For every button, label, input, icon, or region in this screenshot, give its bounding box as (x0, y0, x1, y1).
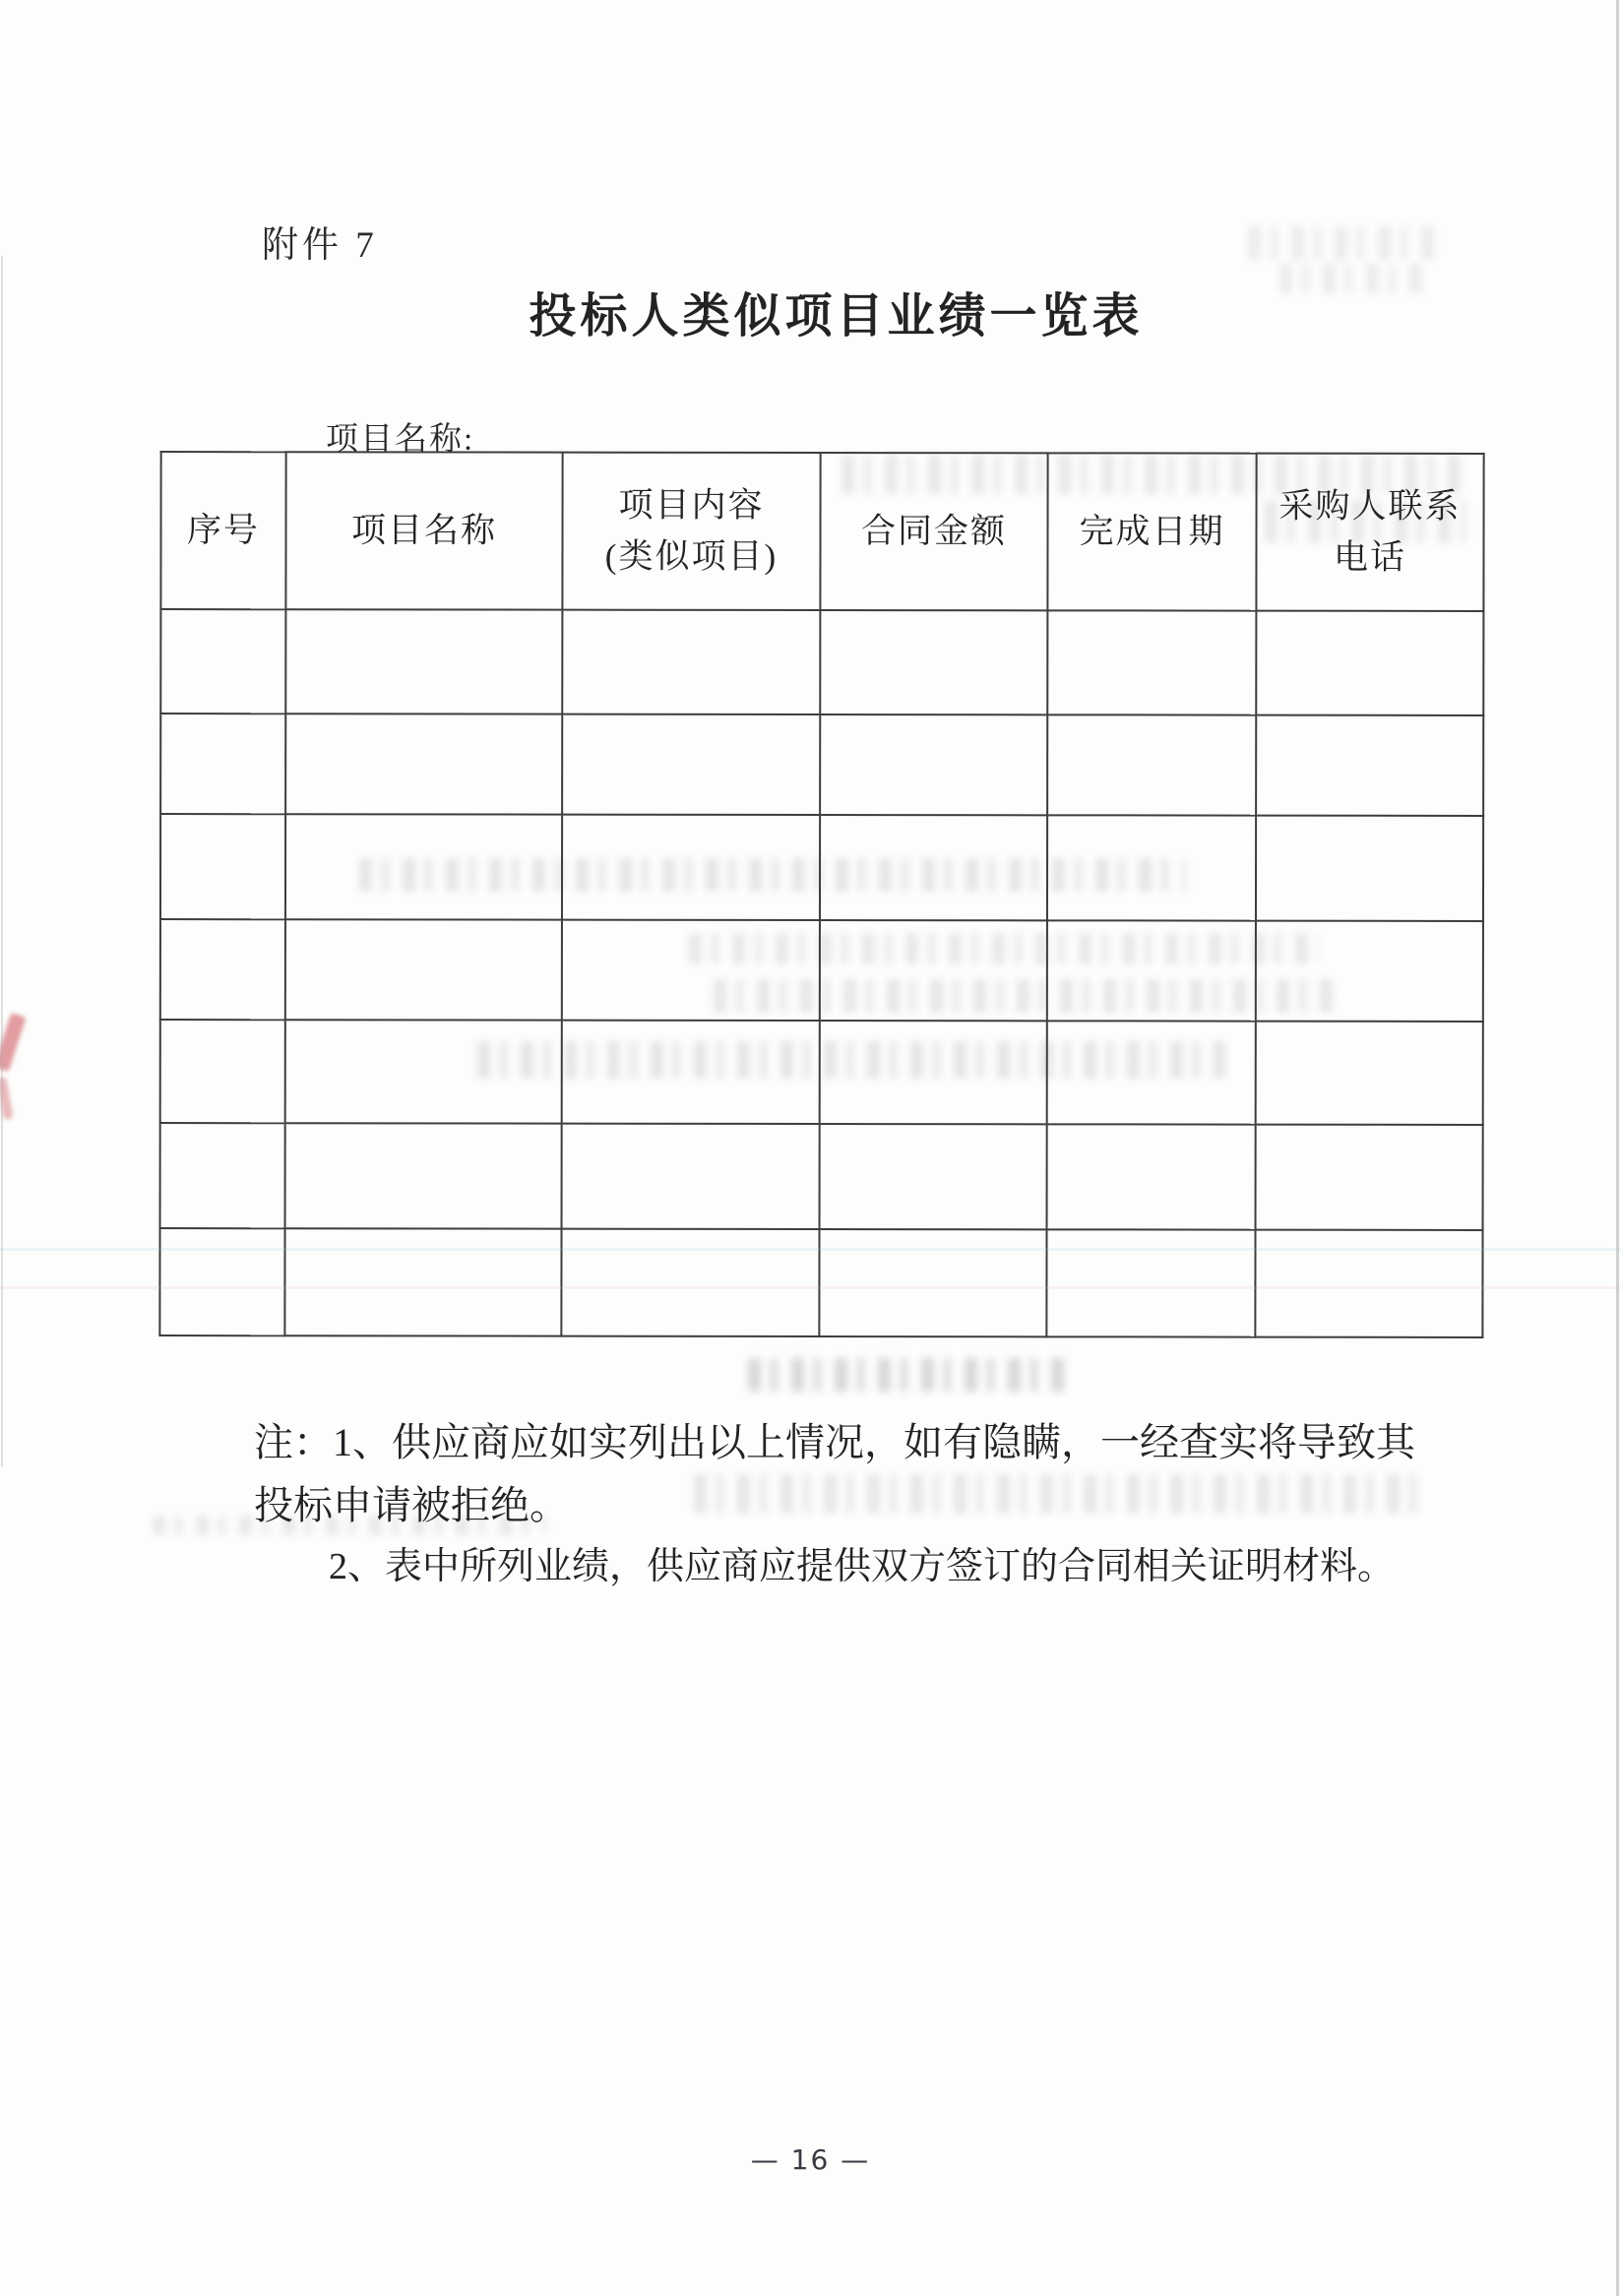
table-cell (1256, 715, 1483, 816)
table-cell (1047, 1124, 1256, 1229)
table-cell (1256, 1022, 1483, 1125)
table-cell (1256, 816, 1483, 921)
table-cell (160, 1020, 285, 1123)
table-cell (562, 714, 820, 815)
project-name-label: 项目名称: (326, 422, 475, 458)
page-number: — 16 — (750, 2143, 871, 2176)
table-row (160, 714, 1483, 816)
scan-artifact-bleed (694, 1474, 1427, 1514)
header-label: 采购人联系 (1278, 486, 1462, 526)
table-cell (820, 1124, 1047, 1229)
table-cell (285, 714, 562, 814)
scan-edge-line-right (1616, 0, 1619, 2296)
scanner-line (0, 1286, 1621, 1289)
table-cell (820, 610, 1047, 714)
scan-artifact-bleed (153, 1516, 546, 1535)
scanner-line (0, 1248, 1621, 1251)
table-cell (1047, 610, 1256, 714)
table-cell (285, 1123, 562, 1228)
table-cell (561, 1229, 819, 1336)
scan-artifact-bleed (1265, 500, 1466, 543)
table-cell (1047, 714, 1256, 815)
scan-artifact-bleed (359, 858, 1186, 892)
header-label: 电话 (1333, 537, 1407, 577)
note-line-2: 投标申请被拒绝。 (254, 1483, 569, 1527)
scan-artifact-bleed (477, 1041, 1225, 1079)
table-cell (284, 1228, 561, 1335)
table-row (160, 1123, 1483, 1230)
note-line-3: 2、表中所列业绩，供应商应提供双方签订的合同相关证明材料。 (329, 1546, 1396, 1587)
table-cell (562, 610, 820, 714)
table-row (160, 609, 1483, 715)
scan-artifact-bleed (1248, 226, 1435, 260)
table-cell (1046, 1229, 1255, 1336)
scan-artifact-bleed (1279, 264, 1427, 293)
attachment-label: 附件 7 (262, 225, 378, 266)
header-label: (类似项目) (604, 536, 779, 576)
table-cell (562, 1124, 820, 1229)
header-label: 序号 (186, 510, 261, 549)
scan-artifact-bleed (714, 979, 1334, 1013)
table-cell (1256, 611, 1483, 715)
table-cell (160, 919, 285, 1020)
table-cell (160, 1123, 285, 1228)
header-cell-project-content (562, 453, 820, 610)
table-row (159, 1228, 1482, 1337)
header-label: 项目名称 (350, 511, 498, 550)
table-cell (159, 1228, 284, 1335)
table-cell (820, 714, 1047, 815)
header-label: 完成日期 (1079, 512, 1225, 551)
performance-table (158, 451, 1484, 1338)
header-cell-serial-number (160, 452, 285, 609)
scan-artifact-bleed (842, 455, 1462, 494)
table-cell (285, 919, 562, 1020)
table-cell (1256, 1125, 1483, 1230)
note-line-1: 注：1、供应商应如实列出以上情况，如有隐瞒，一经查实将导致其 (254, 1420, 1415, 1464)
header-label: 合同金额 (860, 511, 1008, 551)
table-cell (160, 714, 285, 814)
table-cell (160, 609, 285, 714)
scan-artifact-red-mark (0, 1013, 27, 1072)
page-title: 投标人类似项目业绩一览表 (529, 290, 1144, 342)
scan-artifact-bleed (748, 1358, 1073, 1392)
header-label: 项目内容 (618, 485, 765, 525)
scan-edge-line-left (1, 256, 3, 1466)
header-cell-project-name (285, 452, 562, 609)
table-cell (285, 609, 562, 714)
table-cell (160, 814, 285, 919)
scan-artifact-bleed (689, 933, 1319, 964)
table-cell (1255, 1230, 1482, 1337)
table-cell (819, 1229, 1046, 1336)
